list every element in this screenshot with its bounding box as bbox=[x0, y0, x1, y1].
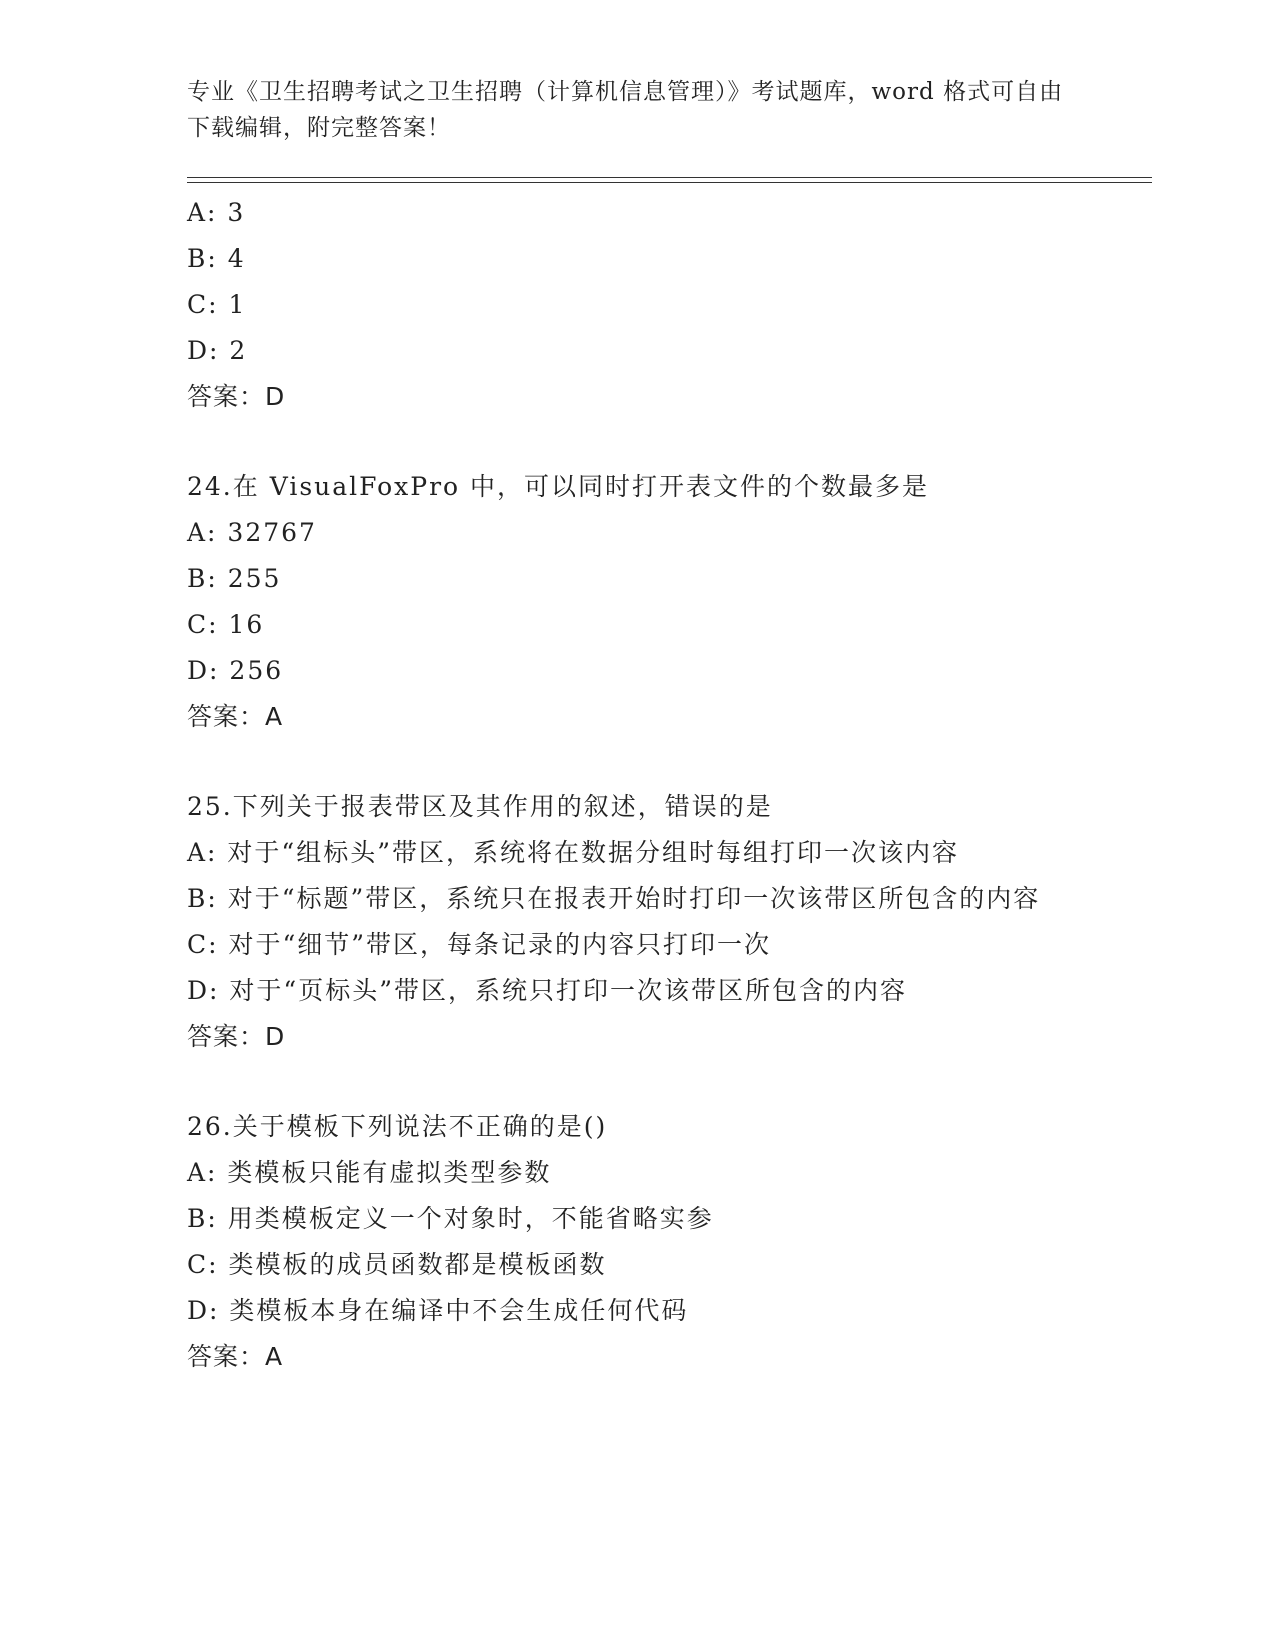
option-c: C: 类模板的成员函数都是模板函数 bbox=[187, 1250, 607, 1279]
option-d: D: 类模板本身在编译中不会生成任何代码 bbox=[187, 1296, 689, 1325]
question-block-24 bbox=[187, 464, 1087, 740]
header-divider-top bbox=[187, 177, 1152, 178]
document-header: 专业《卫生招聘考试之卫生招聘（计算机信息管理）》考试题库，word 格式可自由下载编辑，附完整答案！ bbox=[187, 79, 1064, 141]
option-a: A: 对于“组标头”带区，系统将在数据分组时每组打印一次该内容 bbox=[187, 838, 959, 867]
option-d: D: 对于“页标头”带区，系统只打印一次该带区所包含的内容 bbox=[187, 976, 907, 1005]
question-list bbox=[187, 190, 1087, 1380]
answer-label: 答案：D bbox=[187, 1022, 286, 1051]
answer-label: 答案：A bbox=[187, 702, 284, 731]
question-block-25 bbox=[187, 784, 1087, 1060]
option-d: D: 256 bbox=[187, 656, 284, 685]
header-divider-bottom bbox=[187, 182, 1152, 183]
option-a: A: 32767 bbox=[187, 518, 317, 547]
option-c: C: 对于“细节”带区，每条记录的内容只打印一次 bbox=[187, 930, 772, 959]
option-b: B: 对于“标题”带区，系统只在报表开始时打印一次该带区所包含的内容 bbox=[187, 884, 1041, 913]
answer-label: 答案：D bbox=[187, 382, 286, 411]
question-block-23 bbox=[187, 190, 1087, 420]
option-d: D: 2 bbox=[187, 336, 248, 365]
option-b: B: 255 bbox=[187, 564, 282, 593]
option-c: C: 1 bbox=[187, 290, 247, 319]
question-text: 26.关于模板下列说法不正确的是() bbox=[187, 1112, 608, 1141]
option-a: A: 3 bbox=[187, 198, 246, 227]
question-text: 24.在 VisualFoxPro 中，可以同时打开表文件的个数最多是 bbox=[187, 472, 930, 501]
option-b: B: 4 bbox=[187, 244, 246, 273]
answer-label: 答案：A bbox=[187, 1342, 284, 1371]
option-a: A: 类模板只能有虚拟类型参数 bbox=[187, 1158, 552, 1187]
option-b: B: 用类模板定义一个对象时，不能省略实参 bbox=[187, 1204, 714, 1233]
question-block-26 bbox=[187, 1104, 1087, 1380]
question-text: 25.下列关于报表带区及其作用的叙述，错误的是 bbox=[187, 792, 773, 821]
option-c: C: 16 bbox=[187, 610, 265, 639]
